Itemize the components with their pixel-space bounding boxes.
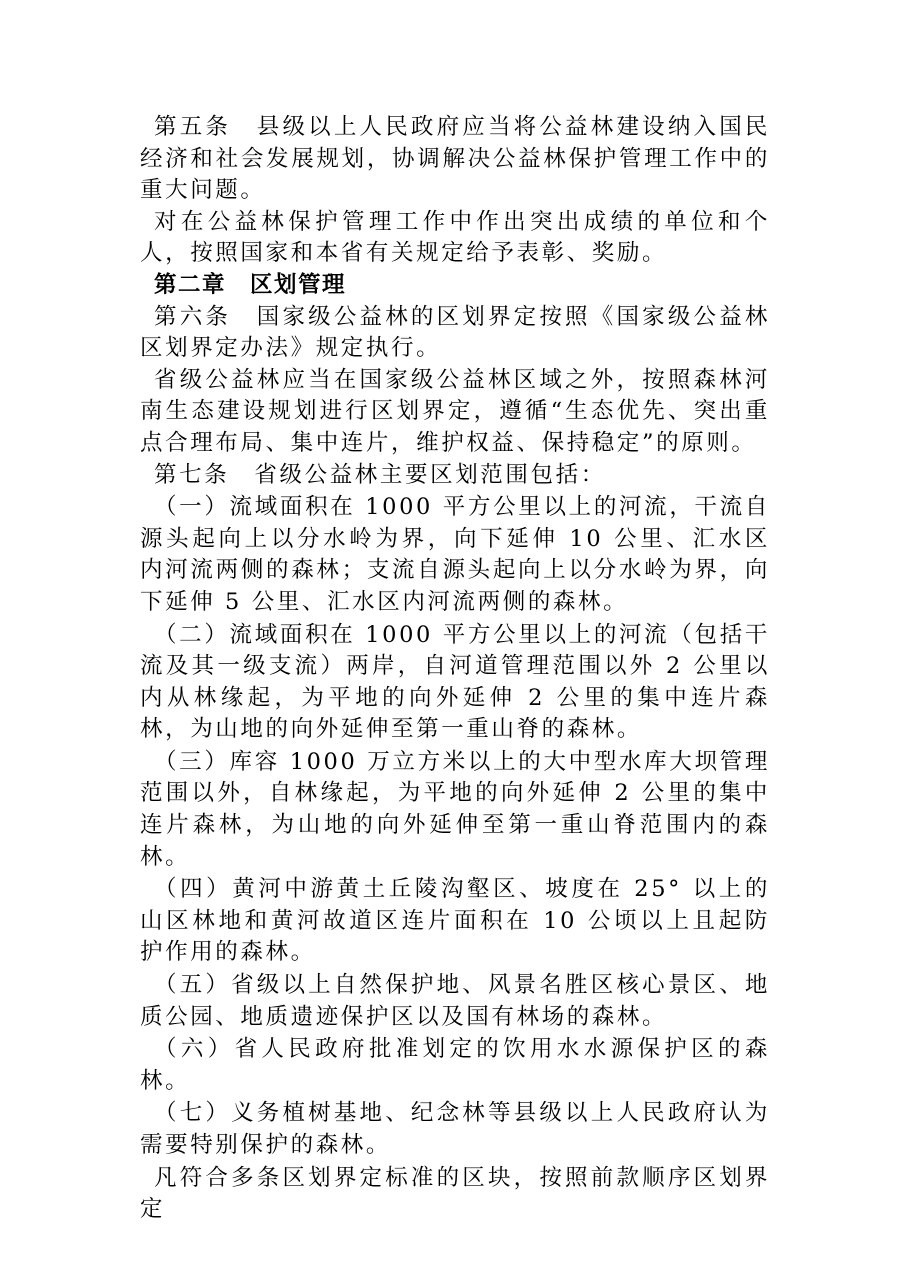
article-7-item-4: （四）黄河中游黄土丘陵沟壑区、坡度在 25° 以上的山区林地和黄河故道区连片面积在 10 公顷以上且起防护作用的森林。 [140, 876, 770, 966]
article-7-item-6: （六）省人民政府批准划定的饮用水水源保护区的森林。 [140, 1036, 770, 1094]
article-7-item-5: （五）省级以上自然保护地、风景名胜区核心景区、地质公园、地质遗迹保护区以及国有林场的森林。 [140, 972, 770, 1030]
article-6-paragraph-2: 省级公益林应当在国家级公益林区域之外，按照森林河南生态建设规划进行区划界定，遵循“生态优先、突出重点合理布局、集中连片，维护权益、保持稳定”的原则。 [140, 366, 770, 456]
article-5: 第五条 县级以上人民政府应当将公益林建设纳入国民经济和社会发展规划，协调解决公益林保护管理工作中的重大问题。 [140, 114, 770, 204]
article-7: 第七条 省级公益林主要区划范围包括： [154, 461, 606, 488]
document-body [140, 112, 770, 1226]
article-7-item-1: （一）流域面积在 1000 平方公里以上的河流，干流自源头起向上以分水岭为界，向下延伸 10 公里、汇水区内河流两侧的森林；支流自源头起向上以分水岭为界，向下延伸 5 公里、汇水区内河流两侧的森林。 [140, 494, 770, 615]
article-6: 第六条 国家级公益林的区划界定按照《国家级公益林区划界定办法》规定执行。 [140, 303, 770, 362]
article-7-closing: 凡符合多条区划界定标准的区块，按照前款顺序区划界定 [140, 1164, 770, 1223]
article-7-item-3: （三）库容 1000 万立方米以上的大中型水库大坝管理范围以外，自林缘起，为平地的向外延伸 2 公里的集中连片森林，为山地的向外延伸至第一重山脊范围内的森林。 [140, 748, 770, 870]
article-7-item-2: （二）流域面积在 1000 平方公里以上的河流（包括干流及其一级支流）两岸，自河道管理范围以外 2 公里以内从林缘起，为平地的向外延伸 2 公里的集中连片森林，为山地的向外延伸至第一重山脊的森林。 [140, 621, 770, 743]
chapter-2-heading: 第二章 区划管理 [154, 271, 347, 298]
article-5-paragraph-2: 对在公益林保护管理工作中作出突出成绩的单位和个人，按照国家和本省有关规定给予表彰、奖励。 [140, 208, 770, 267]
article-7-item-7: （七）义务植树基地、纪念林等县级以上人民政府认为需要特别保护的森林。 [140, 1100, 770, 1158]
